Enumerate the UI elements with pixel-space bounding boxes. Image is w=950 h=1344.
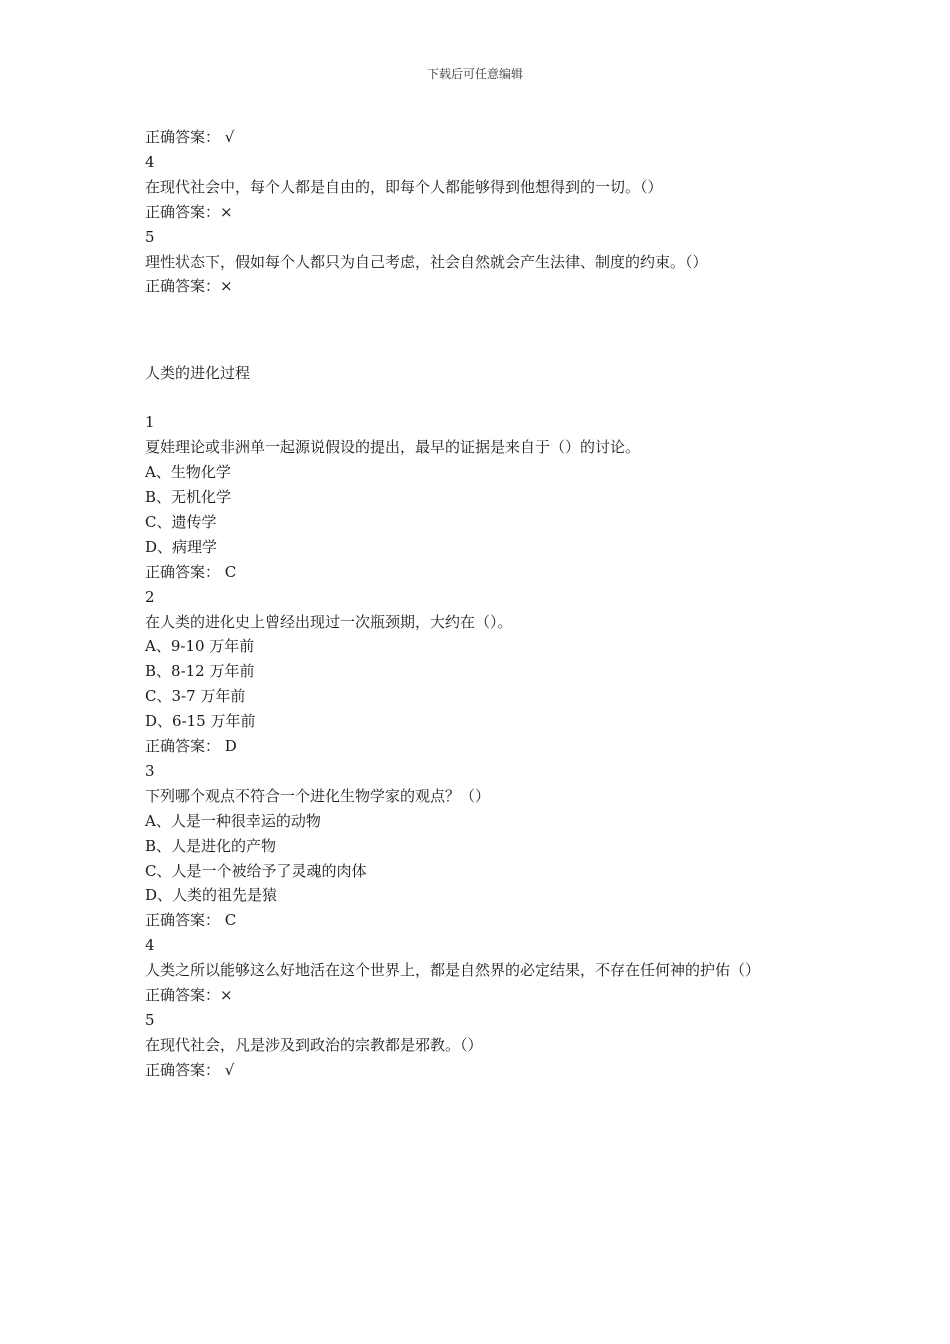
question-number: 3 <box>145 761 155 780</box>
question-text: 在现代社会中，每个人都是自由的，即每个人都能够得到他想得到的一切。（） <box>145 177 663 196</box>
question-block <box>145 1008 825 1083</box>
option-a: A、生物化学 <box>145 463 231 482</box>
question-number: 4 <box>145 936 155 955</box>
question-number: 2 <box>145 587 155 606</box>
spacer <box>145 386 825 410</box>
option-b: B、人是进化的产物 <box>145 836 277 855</box>
answer-line: 正确答案： √ <box>145 1060 235 1079</box>
answer-line: 正确答案： C <box>145 911 237 930</box>
answer-line: 正确答案：× <box>145 986 233 1005</box>
question-text: 下列哪个观点不符合一个进化生物学家的观点？（） <box>145 786 491 805</box>
option-c: C、3-7 万年前 <box>145 687 246 706</box>
option-c: C、遗传学 <box>145 512 217 531</box>
page-header: 下载后可任意编辑 <box>426 67 523 81</box>
question-number: 5 <box>145 1011 155 1029</box>
option-b: B、8-12 万年前 <box>145 662 255 681</box>
option-d: D、病理学 <box>145 537 218 556</box>
answer-line: 正确答案：× <box>145 202 233 221</box>
option-a: A、人是一种很幸运的动物 <box>145 811 321 830</box>
question-text: 夏娃理论或非洲单一起源说假设的提出，最早的证据是来自于（）的讨论。 <box>145 438 641 457</box>
section-title: 人类的进化过程 <box>145 364 251 383</box>
question-block <box>145 585 825 759</box>
question-block <box>145 933 825 1008</box>
spacer <box>145 299 825 361</box>
question-text: 在人类的进化史上曾经出现过一次瓶颈期，大约在（）。 <box>145 612 513 631</box>
answer-line: 正确答案： √ <box>145 128 235 146</box>
option-b: B、无机化学 <box>145 487 232 506</box>
question-number: 5 <box>145 227 155 246</box>
question-text: 在现代社会，凡是涉及到政治的宗教都是邪教。（） <box>145 1035 483 1054</box>
option-a: A、9-10 万年前 <box>145 637 255 656</box>
answer-line: 正确答案：× <box>145 277 233 296</box>
question-text: 人类之所以能够这么好地活在这个世界上，都是自然界的必定结果，不存在任何神的护佑（） <box>145 961 761 980</box>
question-number: 4 <box>145 152 155 171</box>
question-text: 理性状态下，假如每个人都只为自己考虑，社会自然就会产生法律、制度的约束。（） <box>145 252 708 271</box>
question-number: 1 <box>145 413 155 432</box>
question-block <box>145 759 825 933</box>
option-c: C、人是一个被给予了灵魂的肉体 <box>145 861 367 880</box>
option-d: D、6-15 万年前 <box>145 712 256 731</box>
answer-line: 正确答案： C <box>145 562 237 581</box>
option-d: D、人类的祖先是猿 <box>145 886 278 905</box>
document-body <box>145 125 825 1083</box>
answer-line: 正确答案： D <box>145 737 237 756</box>
question-block <box>145 410 825 584</box>
